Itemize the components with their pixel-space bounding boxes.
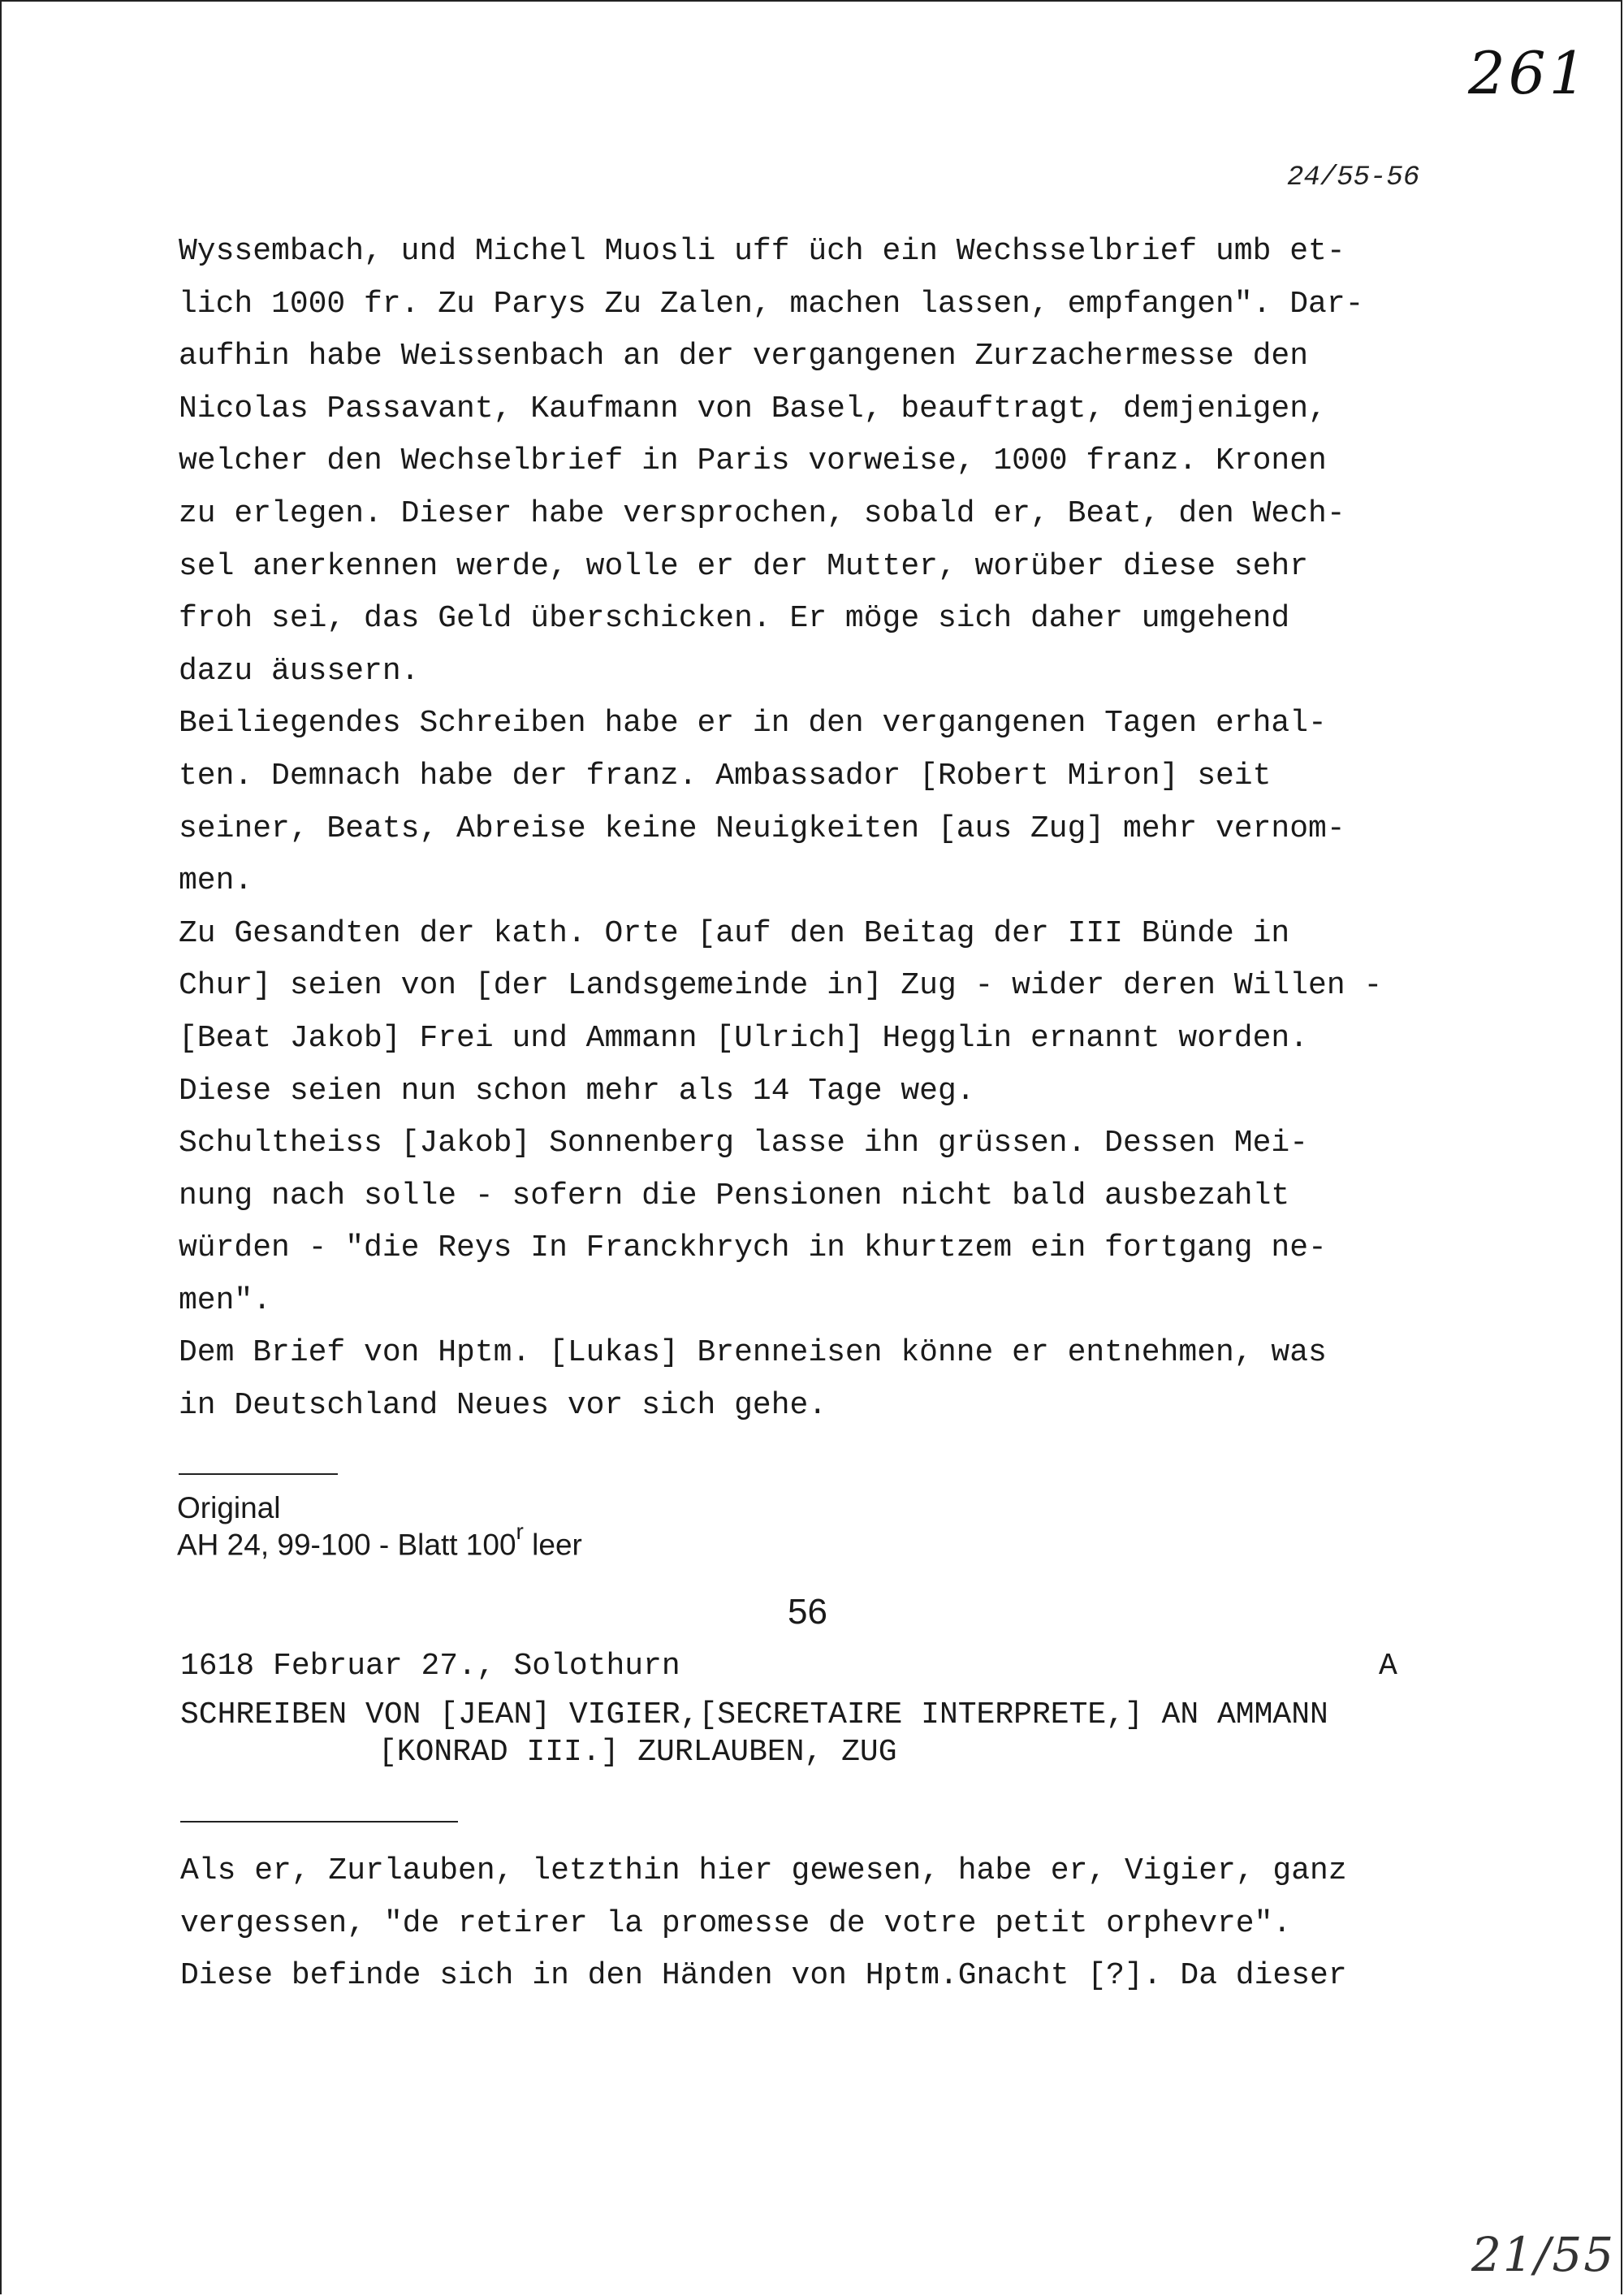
text-line: men". xyxy=(179,1282,272,1318)
text-line: Diese befinde sich in den Händen von Hptm.Gnacht [?]. Da dieser xyxy=(180,1958,1347,1994)
text-line: würden - "die Reys In Franckhrych in khurtzem ein fortgang ne- xyxy=(179,1230,1327,1266)
handwritten-bottom-number: 21/55 xyxy=(1471,2227,1616,2282)
text-line: seiner, Beats, Abreise keine Neuigkeiten [aus Zug] mehr vernom- xyxy=(179,811,1345,846)
document-heading-line-2: [KONRAD III.] ZURLAUBEN, ZUG xyxy=(378,1735,897,1770)
body-text-2 xyxy=(180,1845,1447,2003)
heading-rule xyxy=(180,1821,458,1823)
text-line: vergessen, "de retirer la promesse de votre petit orphevre". xyxy=(180,1905,1292,1941)
text-line: zu erlegen. Dieser habe versprochen, sobald er, Beat, den Wech- xyxy=(179,495,1345,531)
source-note-archive xyxy=(177,1519,582,1562)
text-line: [Beat Jakob] Frei und Ammann [Ulrich] Hegglin ernannt worden. xyxy=(179,1020,1309,1056)
archive-ref: AH 24, 99-100 - Blatt 100 xyxy=(177,1528,516,1562)
text-line: sel anerkennen werde, wolle er der Mutter, worüber diese sehr xyxy=(179,548,1309,584)
document-heading-line-1: SCHREIBEN VON [JEAN] VIGIER,[SECRETAIRE INTERPRETE,] AN AMMANN xyxy=(180,1697,1328,1732)
text-line: Schultheiss [Jakob] Sonnenberg lasse ihn grüssen. Dessen Mei- xyxy=(179,1126,1309,1161)
text-line: in Deutschland Neues vor sich gehe. xyxy=(179,1388,827,1424)
archive-ref-suffix: leer xyxy=(523,1528,582,1562)
archive-ref-sup: r xyxy=(516,1519,524,1544)
source-note-original: Original xyxy=(177,1491,281,1524)
dateline: 1618 Februar 27., Solothurn xyxy=(180,1649,680,1684)
text-line: Beiliegendes Schreiben habe er in den vergangenen Tagen erhal- xyxy=(179,706,1327,742)
text-line: aufhin habe Weissenbach an der vergangenen Zurzachermesse den xyxy=(179,339,1309,374)
text-line: dazu äussern. xyxy=(179,653,420,689)
text-line: welcher den Wechselbrief in Paris vorweise, 1000 franz. Kronen xyxy=(179,443,1327,479)
text-line: Nicolas Passavant, Kaufmann von Basel, beauftragt, demjenigen, xyxy=(179,391,1327,426)
dateline-letter: A xyxy=(1379,1649,1397,1684)
text-line: froh sei, das Geld überschicken. Er möge sich daher umgehend xyxy=(179,601,1290,637)
text-line: Chur] seien von [der Landsgemeinde in] Zug - wider deren Willen - xyxy=(179,968,1383,1004)
text-line: men. xyxy=(179,863,253,899)
text-line: Diese seien nun schon mehr als 14 Tage weg. xyxy=(179,1073,975,1109)
text-line: ten. Demnach habe der franz. Ambassador [Robert Miron] seit xyxy=(179,758,1272,793)
handwritten-page-number: 261 xyxy=(1468,39,1590,107)
text-line: Zu Gesandten der kath. Orte [auf den Beitag der III Bünde in xyxy=(179,915,1290,951)
text-line: lich 1000 fr. Zu Parys Zu Zalen, machen lassen, empfangen". Dar- xyxy=(179,286,1364,322)
text-line: Dem Brief von Hptm. [Lukas] Brenneisen könne er entnehmen, was xyxy=(179,1335,1327,1371)
body-text xyxy=(179,226,1445,1433)
text-line: nung nach solle - sofern die Pensionen nicht bald ausbezahlt xyxy=(179,1178,1290,1213)
document-number: 56 xyxy=(788,1592,827,1632)
text-line: Wyssembach, und Michel Muosli uff üch ein Wechsselbrief umb et- xyxy=(179,234,1345,269)
page-reference: 24/55-56 xyxy=(1287,162,1420,193)
text-line: Als er, Zurlauben, letzthin hier gewesen, habe er, Vigier, ganz xyxy=(180,1853,1347,1888)
footnote-rule xyxy=(179,1473,338,1475)
